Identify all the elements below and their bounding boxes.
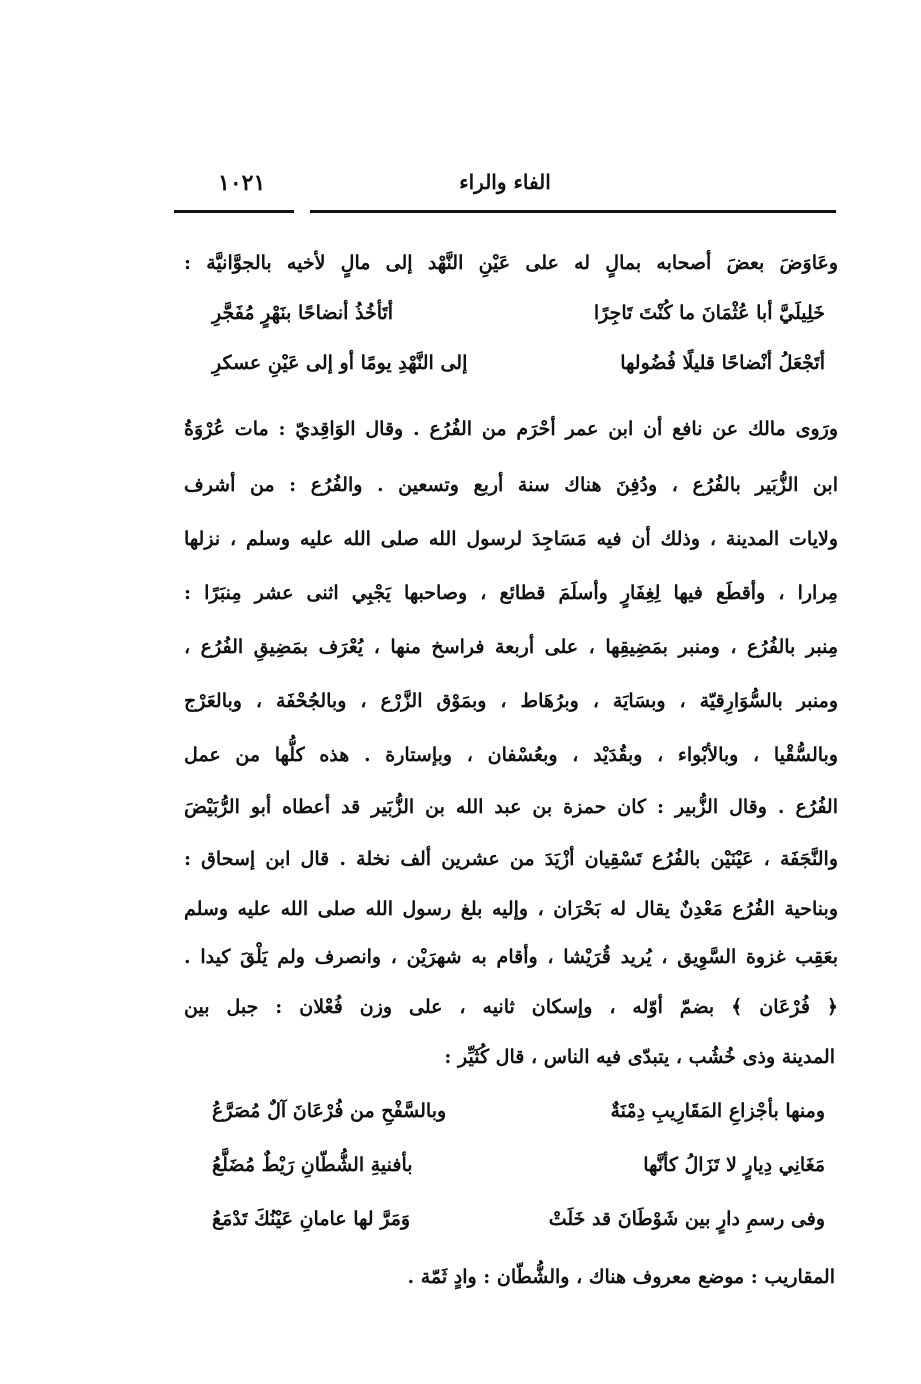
verse-hemistich-right: خَلِيلَيَّ أبا عُثْمَانَ ما كُنْتَ تَاجِرًا (593, 302, 825, 324)
header-title: الفاء والراء (459, 170, 551, 194)
text-line: وعَاوَضَ بعضَ أصحابه بمالٍ له على عَيْنِ النَّهْد إلى مالٍ لأخيه بالجوَّانيَّة : (184, 252, 838, 274)
header-rule-right (310, 210, 836, 213)
text-line: ابن الزُّبَير بالفُرُع ، ودُفِنَ هناك سنة أربع وتسعين . والفُرُع : من أشرف (184, 474, 838, 496)
running-header (174, 170, 836, 198)
text-line: ورَوى مالك عن نافع أن ابن عمر أحْرَم من الفُرُع . وقال الوَاقِديّ : مات عُرْوَةُ (184, 418, 838, 440)
verse-hemistich-left: أتَأخُذُ أنضاحًا بنَهْرٍ مُفَجَّرِ (212, 302, 394, 324)
entry-heading-line: ﴿ فُرْعَان ﴾ بضمّ أوّله ، وإسكان ثانيه ، على وزن فُعْلان : جبل بين (184, 996, 838, 1018)
text-line: مِرارا ، وأقطَع فيها لِغِفَارٍ وأسلَمَ قطائع ، وصاحبها يَجْبِي اثنى عشر مِنبَرًا : (184, 582, 838, 604)
text-line: وبالسُّقْيا ، وبالأبْواء ، وبقُدَيْد ، وبعُسْفان ، وبإستارة . هذه كلُّها من عمل (184, 744, 838, 766)
verse-hemistich-right: أتَجْعَلُ أنْضاحًا قليلًا فُضُولها (620, 352, 825, 374)
verse-hemistich-right: مَغَانِي دِيارٍ لا تَزَالُ كأنَّها (643, 1154, 825, 1176)
verse-hemistich-left: بأفنيةِ الشُّطّانِ رَيْطٌ مُضَلَّعُ (212, 1154, 413, 1176)
text-line: والنَّجَفَة ، عَيْنَيْن بالفُرُع تَسْقِيان أزْيَدَ من عشرين ألف نخلة . قال ابن إسحاق : (184, 848, 838, 870)
text-line: الفُرُع . وقال الزُّبير : كان حمزة بن عبد الله بن الزُّبَير قد أعطاه أبو الرُّبَيْضَ (184, 796, 838, 818)
text-line: مِنبر بالفُرُع ، ومنبر بمَضِيقِها ، على أربعة فراسخ منها ، يُعْرَف بمَضِيقِ الفُرُع ، (184, 636, 838, 658)
text-line: ومنبر بالسُّوَارِقيّة ، وبسَايَة ، وبرُهَاط ، وبمَوْق الزَّرْع ، وبالجُحْفَة ، وبالعَرْج (184, 690, 838, 712)
text-line: المقاريب : موضع معروف هناك ، والشُّطّان : وادٍ ثَمّة . (407, 1266, 835, 1288)
text-line: المدينة وذى خُشُب ، يتبدّى فيه الناس ، قال كُثَيِّر : (444, 1046, 835, 1068)
page-number: ١٠٢١ (218, 170, 266, 196)
text-line: بعَقِب غزوة السَّوِيق ، يُريد قُرَيْشا ، وأقام به شهرَيْن ، وانصرف ولم يَلْقَ كيدا . (184, 946, 838, 968)
verse-hemistich-left: وَمَرَّ لها عامانِ عَيْنُكَ تَدْمَعُ (212, 1208, 411, 1230)
verse-hemistich-right: وفى رسمِ دارٍ بين شَوْطَانَ قد خَلَتْ (548, 1208, 825, 1230)
verse-hemistich-left: إلى النَّهْدِ يومًا أو إلى عَيْنِ عسكرِ (212, 352, 468, 374)
header-rule-left (174, 210, 294, 213)
verse-hemistich-left: وبالسَّفْحِ من فُرْعَانَ آلٌ مُصَرَّعُ (212, 1100, 447, 1122)
text-line: ولايات المدينة ، وذلك أن فيه مَسَاجِدَ لرسول الله صلى الله عليه وسلم ، نزلها (184, 528, 838, 550)
verse-hemistich-right: ومنها بأجْزاعِ المَقَارِيبِ دِمْنَةٌ (610, 1100, 825, 1122)
text-line: وبناحية الفُرُع مَعْدِنٌ يقال له بَحْرَان ، وإليه بلغ رسول الله صلى الله عليه وسلم (184, 898, 838, 920)
